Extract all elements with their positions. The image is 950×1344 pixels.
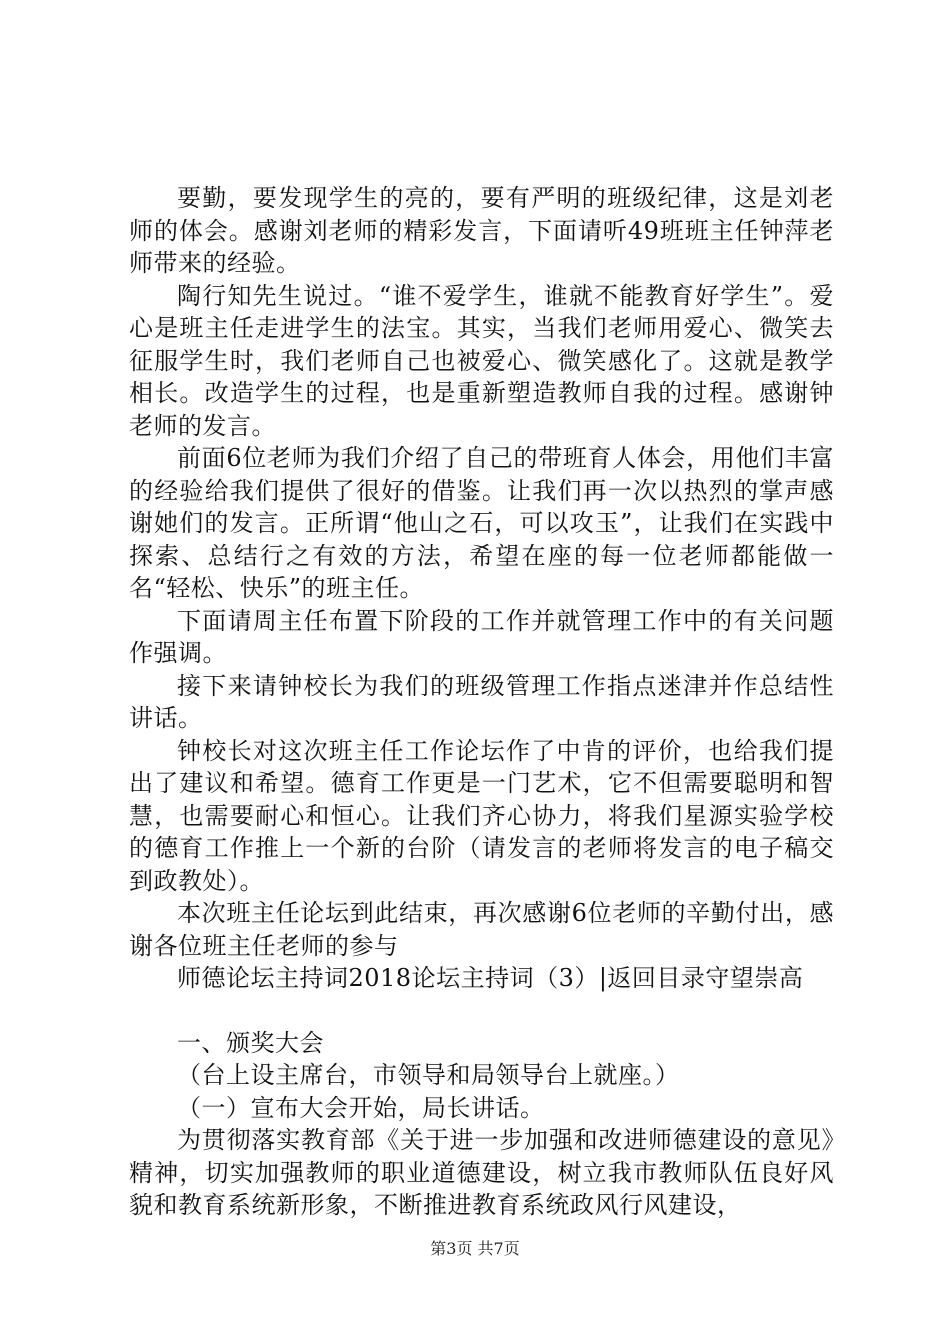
- paragraph-final: 为贯彻落实教育部《关于进一步加强和改进师德建设的意见》精神，切实加强教师的职业道德建设，树立我市教师队伍良好风貌和教育系统新形象，不断推进教育系统政风行风建设，: [129, 1126, 834, 1219]
- paragraph-3: 前面6位老师为我们介绍了自己的带班育人体会，用他们丰富的经验给我们提供了很好的借鉴。让我们再一次以热烈的掌声感谢她们的发言。正所谓“他山之石，可以攻玉”，让我们在实践中探索、总结行之有效的方法，希望在座的每一位老师都能做一名“轻松、快乐”的班主任。: [129, 444, 834, 602]
- paragraph-7: 本次班主任论坛到此结束，再次感谢6位老师的辛勤付出，感谢各位班主任老师的参与: [129, 899, 834, 960]
- section-heading-link-line: 师德论坛主持词2018论坛主持词（3）|返回目录守望崇高: [177, 964, 804, 992]
- paragraph-5: 接下来请钟校长为我们的班级管理工作指点迷津并作总结性讲话。: [129, 671, 834, 732]
- paragraph-6: 钟校长对这次班主任工作论坛作了中肯的评价，也给我们提出了建议和希望。德育工作更是一门艺术，它不但需要聪明和智慧，也需要耐心和恒心。让我们齐心协力，将我们星源实验学校的德育工作推上一个新的台阶（请发言的老师将发言的电子稿交到政教处）。: [129, 736, 834, 895]
- paragraph-1: 要勤，要发现学生的亮的，要有严明的班级纪律，这是刘老师的体会。感谢刘老师的精彩发言，下面请听49班班主任钟萍老师带来的经验。: [129, 184, 834, 277]
- paragraph-4: 下面请周主任布置下阶段的工作并就管理工作中的有关问题作强调。: [129, 606, 834, 667]
- subsection-heading: （一）宣布大会开始，局长讲话。: [177, 1093, 545, 1122]
- paragraph-2: 陶行知先生说过。“谁不爱学生，谁就不能教育好学生”。爱心是班主任走进学生的法宝。其实，当我们老师用爱心、微笑去征服学生时，我们老师自己也被爱心、微笑感化了。这就是教学相长。改造学生的过程，也是重新塑造教师自我的过程。感谢钟老师的发言。: [129, 281, 834, 440]
- stage-note: （台上设主席台，市领导和局领导台上就座。）: [177, 1061, 680, 1089]
- document-body: [129, 182, 834, 1222]
- page-footer: 第3页 共7页: [430, 1239, 520, 1258]
- section-heading-award-ceremony: 一、颁奖大会: [177, 1028, 324, 1057]
